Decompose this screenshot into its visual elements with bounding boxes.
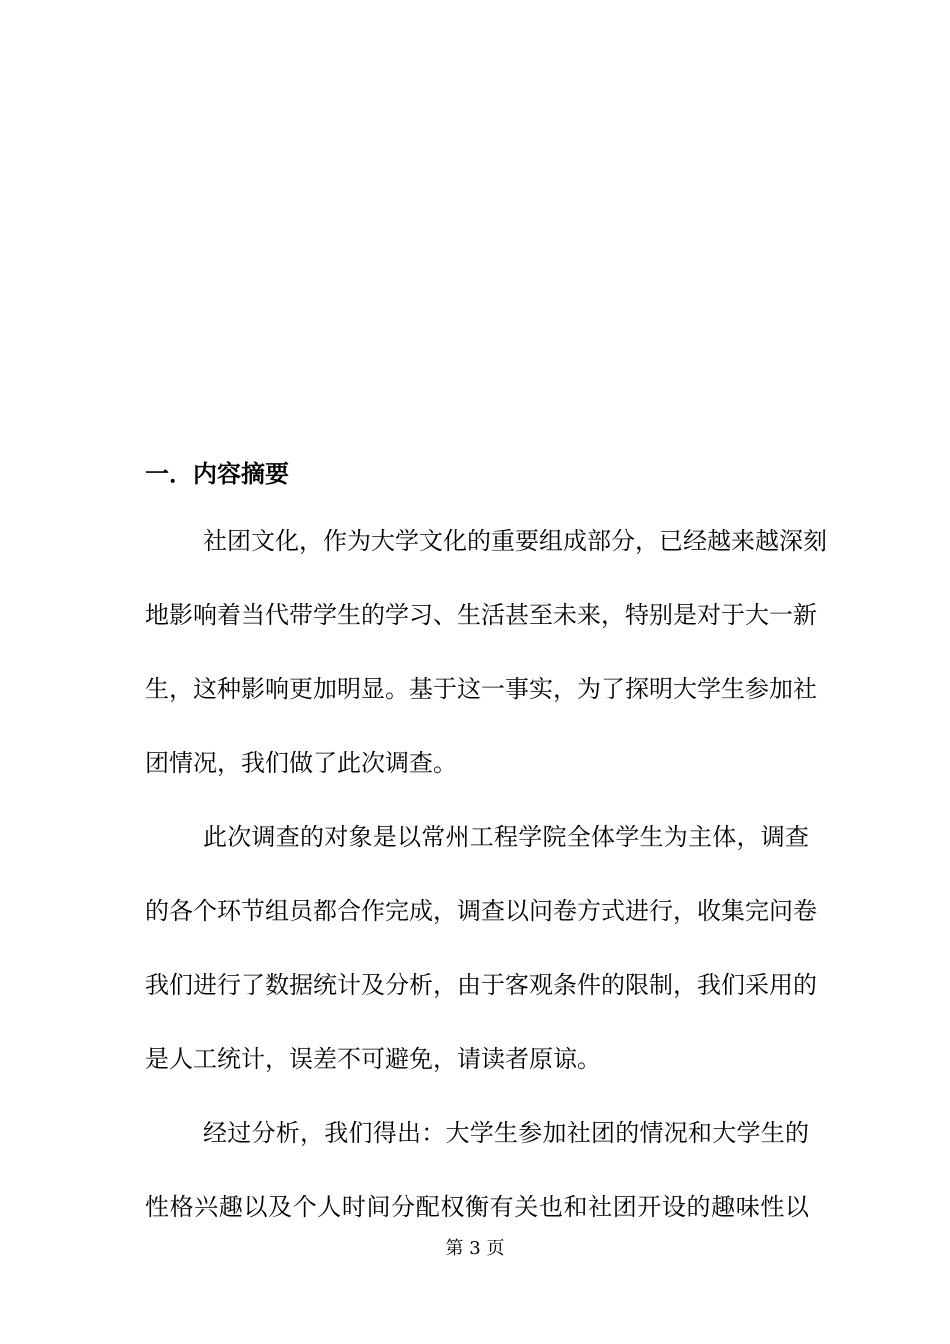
- text-line: 团情况，我们做了此次调查。: [145, 749, 457, 777]
- text-line: 生，这种影响更加明显。基于这一事实，为了探明大学生参加社: [145, 675, 817, 703]
- text-line: 是人工统计，误差不可避免，请读者原谅。: [145, 1045, 601, 1073]
- paragraph-3: [145, 1103, 809, 1251]
- paragraph-2: [145, 807, 817, 1103]
- text-line: 我们进行了数据统计及分析，由于客观条件的限制，我们采用的: [145, 971, 817, 999]
- text-line: 性格兴趣以及个人时间分配权衡有关也和社团开设的趣味性以: [145, 1193, 809, 1221]
- text-line: 地影响着当代带学生的学习、生活甚至未来，特别是对于大一新: [145, 601, 817, 629]
- text-line: 经过分析，我们得出：大学生参加社团的情况和大学生的: [203, 1119, 809, 1147]
- page-number: 第 3 页: [445, 1238, 505, 1259]
- paragraph-1: [145, 511, 827, 807]
- section-heading: 一．内容摘要: [145, 460, 289, 488]
- text-line: 社团文化，作为大学文化的重要组成部分，已经越来越深刻: [203, 527, 827, 555]
- body-text: [145, 511, 827, 1251]
- text-line: 此次调查的对象是以常州工程学院全体学生为主体，调查: [203, 823, 809, 851]
- text-line: 的各个环节组员都合作完成，调查以问卷方式进行，收集完问卷: [145, 897, 817, 925]
